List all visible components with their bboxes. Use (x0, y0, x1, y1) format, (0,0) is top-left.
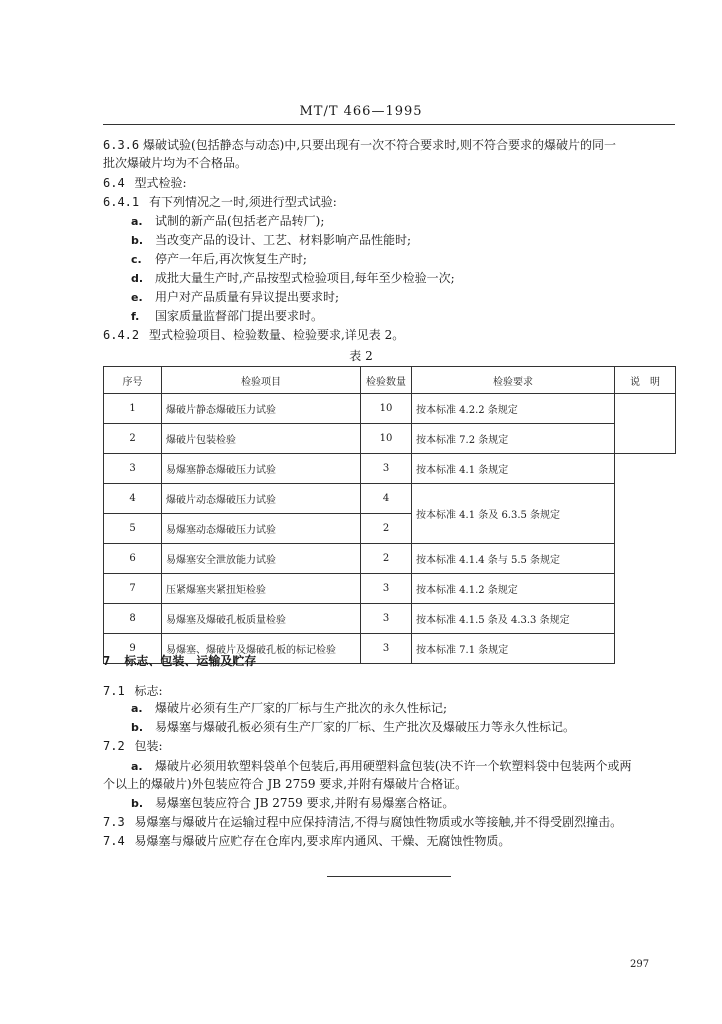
clause-text: 易爆塞与爆破片应贮存在仓库内,要求库内通风、干燥、无腐蚀性物质。 (134, 834, 511, 848)
clause-6-3-6-line2: 批次爆破片均为不合格品。 (103, 156, 248, 170)
clause-text: 标志: (134, 684, 163, 698)
clause-number: 6.3.6 (103, 138, 140, 152)
table-row (104, 394, 676, 424)
cell-item: 易爆塞安全泄放能力试验 (162, 544, 361, 574)
cell-item: 易爆塞、爆破片及爆破孔板的标记检验 (162, 634, 361, 664)
list-item (131, 250, 307, 269)
clause-number: 6.4 (103, 176, 125, 190)
list-text: 用户对产品质量有异议提出要求时; (155, 290, 340, 304)
cell-req: 按本标准 7.1 条规定 (412, 634, 615, 664)
clause-7-3 (103, 813, 622, 831)
list-item-continuation: 个以上的爆破片)外包装应符合 JB 2759 要求,并附有爆破片合格证。 (103, 777, 468, 791)
col-header-qty: 检验数量 (361, 367, 412, 394)
cell-req-merged: 按本标准 4.1 条及 6.3.5 条规定 (412, 484, 615, 544)
list-label: d. (131, 272, 144, 285)
list-label: e. (131, 291, 143, 304)
cell-req: 按本标准 7.2 条规定 (412, 424, 615, 454)
cell-qty: 2 (361, 544, 412, 574)
list-item (131, 231, 411, 250)
clause-number: 7.4 (103, 834, 125, 848)
cell-qty: 2 (361, 514, 412, 544)
page-number: 297 (630, 959, 650, 970)
cell-req: 按本标准 4.1.4 条与 5.5 条规定 (412, 544, 615, 574)
inspection-table (103, 366, 676, 664)
clause-number: 6.4.1 (103, 195, 140, 209)
cell-req: 按本标准 4.2.2 条规定 (412, 394, 615, 424)
clause-number: 7.2 (103, 739, 125, 753)
cell-qty: 3 (361, 634, 412, 664)
table-row (104, 574, 676, 604)
cell-qty: 10 (361, 424, 412, 454)
cell-item: 压紧爆塞夹紧扭矩检验 (162, 574, 361, 604)
clause-text: 型式检验: (134, 176, 187, 190)
list-item (131, 699, 447, 718)
cell-no: 3 (104, 454, 162, 484)
table-row (104, 604, 676, 634)
section-7-heading (103, 652, 256, 669)
list-label: b. (131, 797, 144, 810)
cell-req: 按本标准 4.1 条规定 (412, 454, 615, 484)
list-text: 试制的新产品(包括老产品转厂); (155, 214, 325, 228)
list-label: f. (131, 310, 140, 323)
cell-no: 6 (104, 544, 162, 574)
clause-7-2 (103, 737, 163, 755)
cell-qty: 10 (361, 394, 412, 424)
list-text: 国家质量监督部门提出要求时。 (155, 309, 324, 323)
list-label: b. (131, 721, 144, 734)
standard-code: MT/T 466—1995 (299, 104, 423, 119)
table-row (104, 544, 676, 574)
list-item (131, 288, 339, 307)
clause-text: 爆破试验(包括静态与动态)中,只要出现有一次不符合要求时,则不符合要求的爆破片的同一 (142, 138, 616, 152)
list-text: 停产一年后,再次恢复生产时; (155, 252, 307, 266)
list-label: a. (131, 760, 143, 773)
clause-6-4 (103, 174, 187, 192)
list-label: a. (131, 702, 143, 715)
clause-number: 7.3 (103, 815, 125, 829)
list-text: 成批大量生产时,产品按型式检验项目,每年至少检验一次; (155, 271, 455, 285)
table-row (104, 484, 676, 514)
col-header-item: 检验项目 (162, 367, 361, 394)
list-label: a. (131, 215, 143, 228)
cell-note (615, 454, 676, 664)
cell-no: 4 (104, 484, 162, 514)
clause-text: 型式检验项目、检验数量、检验要求,详见表 2。 (148, 328, 405, 342)
cell-no: 2 (104, 424, 162, 454)
cell-qty: 3 (361, 454, 412, 484)
col-header-no: 序号 (104, 367, 162, 394)
cell-req: 按本标准 4.1.5 条及 4.3.3 条规定 (412, 604, 615, 634)
table-header-row (104, 367, 676, 394)
cell-item: 爆破片包装检验 (162, 424, 361, 454)
clause-6-4-2 (103, 326, 404, 344)
list-item (131, 307, 323, 326)
list-item (131, 269, 455, 288)
list-item (131, 718, 575, 737)
cell-item: 易爆塞动态爆破压力试验 (162, 514, 361, 544)
col-header-req: 检验要求 (412, 367, 615, 394)
cell-item: 易爆塞及爆破孔板质量检验 (162, 604, 361, 634)
section-number: 7 (103, 654, 111, 668)
list-text: 爆破片必须用软塑料袋单个包装后,再用硬塑料盒包装(决不许一个软塑料袋中包装两个或两 (155, 759, 632, 773)
cell-qty: 3 (361, 574, 412, 604)
table-row (104, 454, 676, 484)
cell-no: 1 (104, 394, 162, 424)
list-item (131, 757, 632, 776)
clause-6-3-6 (103, 136, 616, 154)
cell-no: 8 (104, 604, 162, 634)
cell-note (615, 394, 676, 454)
cell-item: 易爆塞静态爆破压力试验 (162, 454, 361, 484)
cell-no: 5 (104, 514, 162, 544)
header-rule (103, 124, 675, 125)
list-text: 当改变产品的设计、工艺、材料影响产品性能时; (155, 233, 412, 247)
cell-no: 7 (104, 574, 162, 604)
col-header-note: 说 明 (615, 367, 676, 394)
clause-7-1 (103, 682, 163, 700)
list-item (131, 794, 454, 813)
list-text: 易爆塞与爆破孔板必须有生产厂家的厂标、生产批次及爆破压力等永久性标记。 (155, 720, 576, 734)
cell-qty: 3 (361, 604, 412, 634)
cell-no: 9 (104, 634, 162, 664)
list-text: 易爆塞包装应符合 JB 2759 要求,并附有易爆塞合格证。 (155, 796, 455, 810)
cell-qty: 4 (361, 484, 412, 514)
list-text: 爆破片必须有生产厂家的厂标与生产批次的永久性标记; (155, 701, 448, 715)
list-label: b. (131, 234, 144, 247)
cell-item: 爆破片动态爆破压力试验 (162, 484, 361, 514)
clause-7-4 (103, 832, 510, 850)
cell-req: 按本标准 4.1.2 条规定 (412, 574, 615, 604)
table-row (104, 424, 676, 454)
clause-number: 6.4.2 (103, 328, 140, 342)
list-label: c. (131, 253, 142, 266)
section-title: 标志、包装、运输及贮存 (124, 654, 257, 668)
clause-6-4-1 (103, 193, 337, 211)
clause-number: 7.1 (103, 684, 125, 698)
clause-text: 有下列情况之一时,须进行型式试验: (148, 195, 337, 209)
clause-text: 包装: (134, 739, 163, 753)
clause-text: 易爆塞与爆破片在运输过程中应保持清洁,不得与腐蚀性物质或水等接触,并不得受剧烈撞击。 (134, 815, 623, 829)
end-rule (327, 876, 451, 877)
cell-item: 爆破片静态爆破压力试验 (162, 394, 361, 424)
table-caption: 表 2 (349, 349, 373, 363)
list-item (131, 212, 324, 231)
